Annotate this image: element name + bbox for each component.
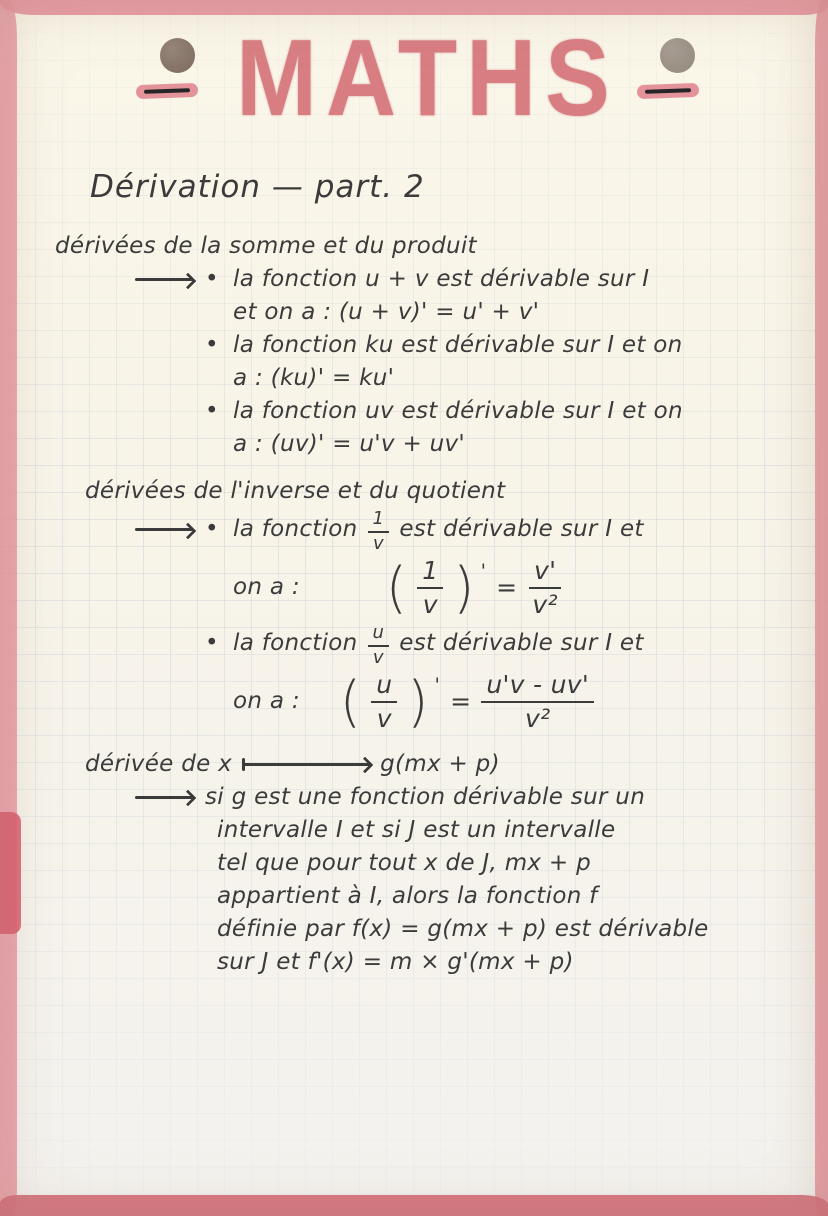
section-heading (85, 748, 800, 781)
note-text: la fonction ku est dérivable sur I et on (233, 332, 683, 358)
note-text: et on a : (u + v)' = u' + v' (233, 299, 540, 325)
fraction: $\frac{u}{v}$ (371, 671, 397, 732)
bullet-icon: • (205, 630, 219, 657)
bullet-icon: • (205, 398, 219, 424)
note-text: on a : (233, 688, 300, 715)
note-text: intervalle I et si J est un intervalle (217, 816, 616, 843)
note-text: a : (ku)' = ku' (233, 365, 395, 391)
fraction: $\frac{v'}{\text{v²}}$ (527, 557, 562, 618)
note-line (55, 263, 800, 296)
highlighted-dash-icon (136, 83, 198, 99)
title-decoration-right (647, 38, 709, 98)
note-line (233, 554, 800, 622)
open-paren: ( (385, 555, 408, 620)
section-heading: dérivées de la somme et du produit (55, 233, 477, 259)
note-text: la fonction u + v est dérivable sur I (233, 266, 650, 292)
note-line (233, 668, 800, 736)
heading-text: g(mx + p) (380, 750, 500, 777)
title-row (55, 16, 800, 144)
close-paren: ) (453, 555, 475, 620)
note-line (55, 508, 800, 552)
note-text: la fonction (233, 516, 358, 543)
bullet-icon: • (205, 266, 219, 292)
note-text: sur J et f'(x) = m × g'(mx + p) (217, 948, 574, 975)
formula-inverse-derivative (386, 557, 563, 618)
fraction: $\frac{u'v - uv'}{\text{v²}}$ (481, 671, 594, 732)
note-line (217, 880, 800, 913)
highlighted-dash-icon (637, 83, 699, 99)
note-text: la fonction (233, 630, 358, 657)
section-composee-affine (55, 748, 800, 979)
inline-fraction: $\frac{1}{v}$ (368, 510, 390, 554)
inline-fraction: $\frac{u}{v}$ (368, 624, 390, 668)
note-text: on a : (233, 574, 300, 601)
heading-text: dérivée de x (85, 750, 233, 777)
equals-sign: = (496, 573, 518, 603)
open-paren: ( (339, 668, 362, 734)
section-inverse-quotient (55, 475, 800, 736)
note-text: si g est une fonction dérivable sur un (205, 783, 646, 810)
title-decoration-left (146, 38, 208, 98)
note-line (55, 329, 800, 362)
note-text: tel que pour tout x de J, mx + p (217, 849, 592, 876)
arrow-icon (135, 528, 193, 531)
maps-to-arrow-icon (242, 763, 370, 766)
note-line (55, 781, 800, 814)
note-text: définie par f(x) = g(mx + p) est dérivable (217, 915, 709, 942)
note-line (233, 362, 800, 395)
bullet-icon: • (205, 516, 219, 543)
dot-icon (160, 38, 195, 73)
arrow-icon (135, 796, 193, 799)
note-line (217, 946, 800, 979)
arrow-icon (135, 278, 193, 281)
note-line (217, 847, 800, 880)
equals-sign: = (450, 687, 472, 717)
prime-mark: ' (480, 561, 487, 583)
note-line (233, 428, 800, 461)
note-line (55, 622, 800, 666)
note-text: est dérivable sur I et (399, 630, 644, 657)
note-text: appartient à I, alors la fonction f (217, 882, 598, 909)
subtitle: Dérivation — part. 2 (90, 169, 425, 205)
fraction: $\frac{1}{v}$ (417, 557, 443, 618)
page-title: MATHS (236, 16, 619, 139)
note-text: la fonction uv est dérivable sur I et on (233, 398, 683, 424)
formula-quotient-derivative (339, 668, 594, 734)
section-heading: dérivées de l'inverse et du quotient (85, 478, 506, 504)
prime-mark: ' (434, 675, 441, 697)
note-line (217, 913, 800, 946)
note-line (55, 395, 800, 428)
note-line (233, 296, 800, 329)
note-line (217, 814, 800, 847)
dot-icon (660, 38, 695, 73)
section-somme-produit (55, 230, 800, 461)
close-paren: ) (407, 668, 429, 734)
bullet-icon: • (205, 332, 219, 358)
note-text: a : (uv)' = u'v + uv' (233, 431, 466, 457)
note-text: est dérivable sur I et (399, 516, 644, 543)
